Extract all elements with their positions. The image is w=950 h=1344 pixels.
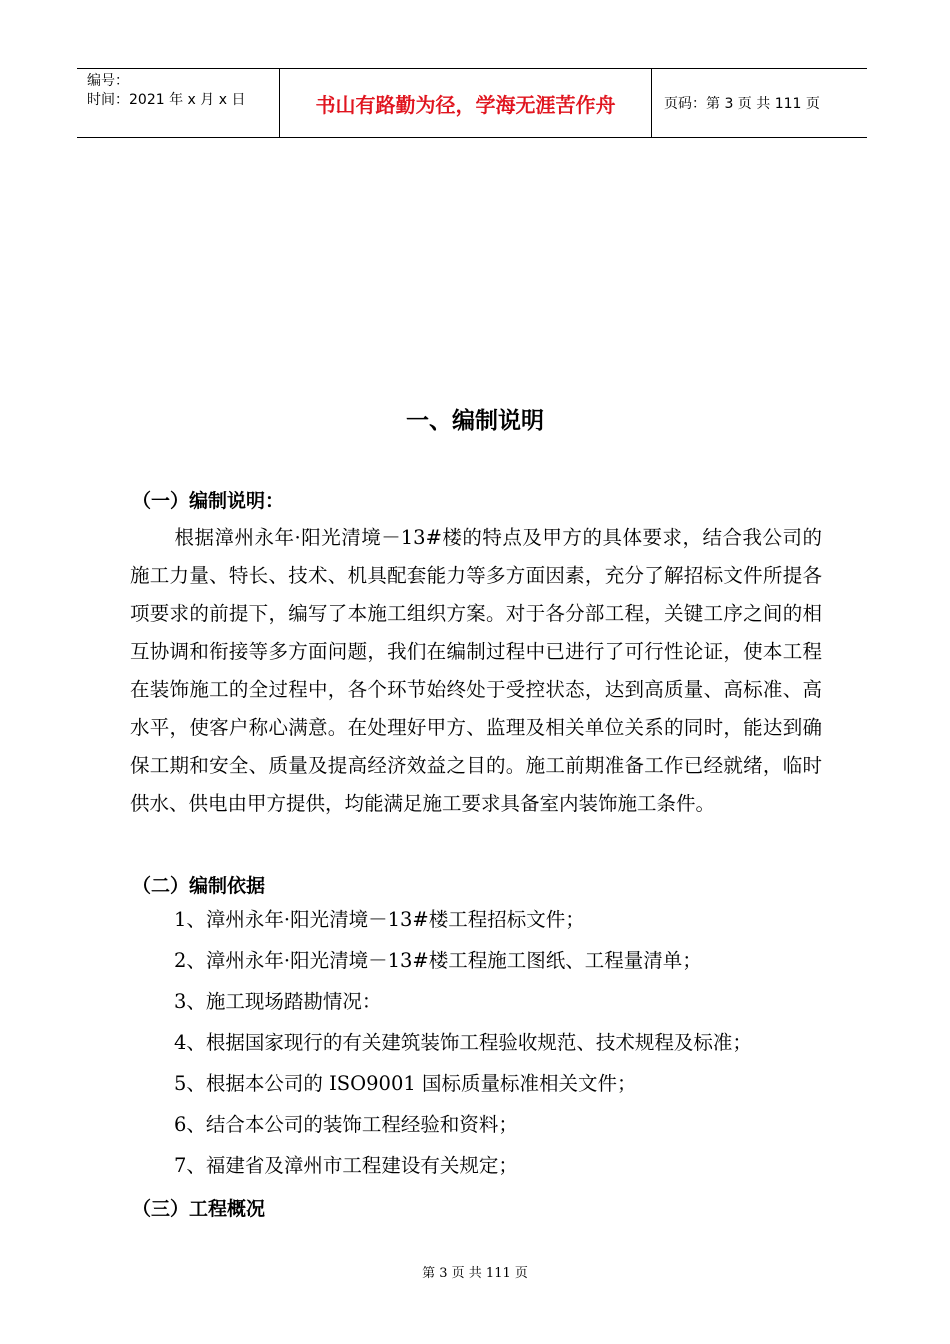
section-heading-2: （二）编制依据	[132, 875, 266, 897]
date-label: 时间：2021 年 x 月 x 日	[87, 92, 246, 108]
header-page-info: 页码：第 3 页 共 111 页	[664, 96, 820, 112]
list-item: 3、施工现场踏勘情况：	[174, 990, 382, 1013]
section-heading-3: （三）工程概况	[132, 1198, 266, 1220]
list-item: 7、福建省及漳州市工程建设有关规定；	[174, 1154, 518, 1177]
list-item: 2、漳州永年·阳光清境－13#楼工程施工图纸、工程量清单；	[174, 949, 702, 972]
number-label: 编号：	[87, 73, 129, 89]
section-1-paragraph-text: 根据漳州永年·阳光清境－13#楼的特点及甲方的具体要求，结合我公司的施工力量、特长、技术、机具配套能力等多方面因素，充分了解招标文件所提各项要求的前提下，编写了本施工组织方案。对于各分部工程，关键工序之间的相互协调和衔接等多方面问题，我们在编制过程中已进行了可行性论证，使本工程在装饰施工的全过程中，各个环节始终处于受控状态，达到高质量、高标准、高水平，使客户称心满意。在处理好甲方、监理及相关单位关系的同时，能达到确保工期和安全、质量及提高经济效益之目的。施工前期准备工作已经就绪，临时供水、供电由甲方提供，均能满足施工要求具备室内装饰施工条件。	[130, 526, 822, 815]
list-item: 5、根据本公司的 ISO9001 国标质量标准相关文件；	[174, 1072, 637, 1095]
section-1-paragraph	[130, 519, 822, 823]
section-heading-1: （一）编制说明：	[132, 490, 285, 512]
document-title: 一、编制说明	[406, 407, 544, 434]
list-item: 6、结合本公司的装饰工程经验和资料；	[174, 1113, 518, 1136]
page-footer: 第 3 页 共 111 页	[422, 1266, 528, 1281]
list-item: 4、根据国家现行的有关建筑装饰工程验收规范、技术规程及标准；	[174, 1031, 752, 1054]
list-item: 1、漳州永年·阳光清境－13#楼工程招标文件；	[174, 908, 585, 931]
basis-list	[174, 899, 854, 1186]
header-meta	[77, 69, 280, 137]
page-header	[77, 68, 867, 138]
header-motto: 书山有路勤为径，学海无涯苦作舟	[280, 69, 652, 137]
